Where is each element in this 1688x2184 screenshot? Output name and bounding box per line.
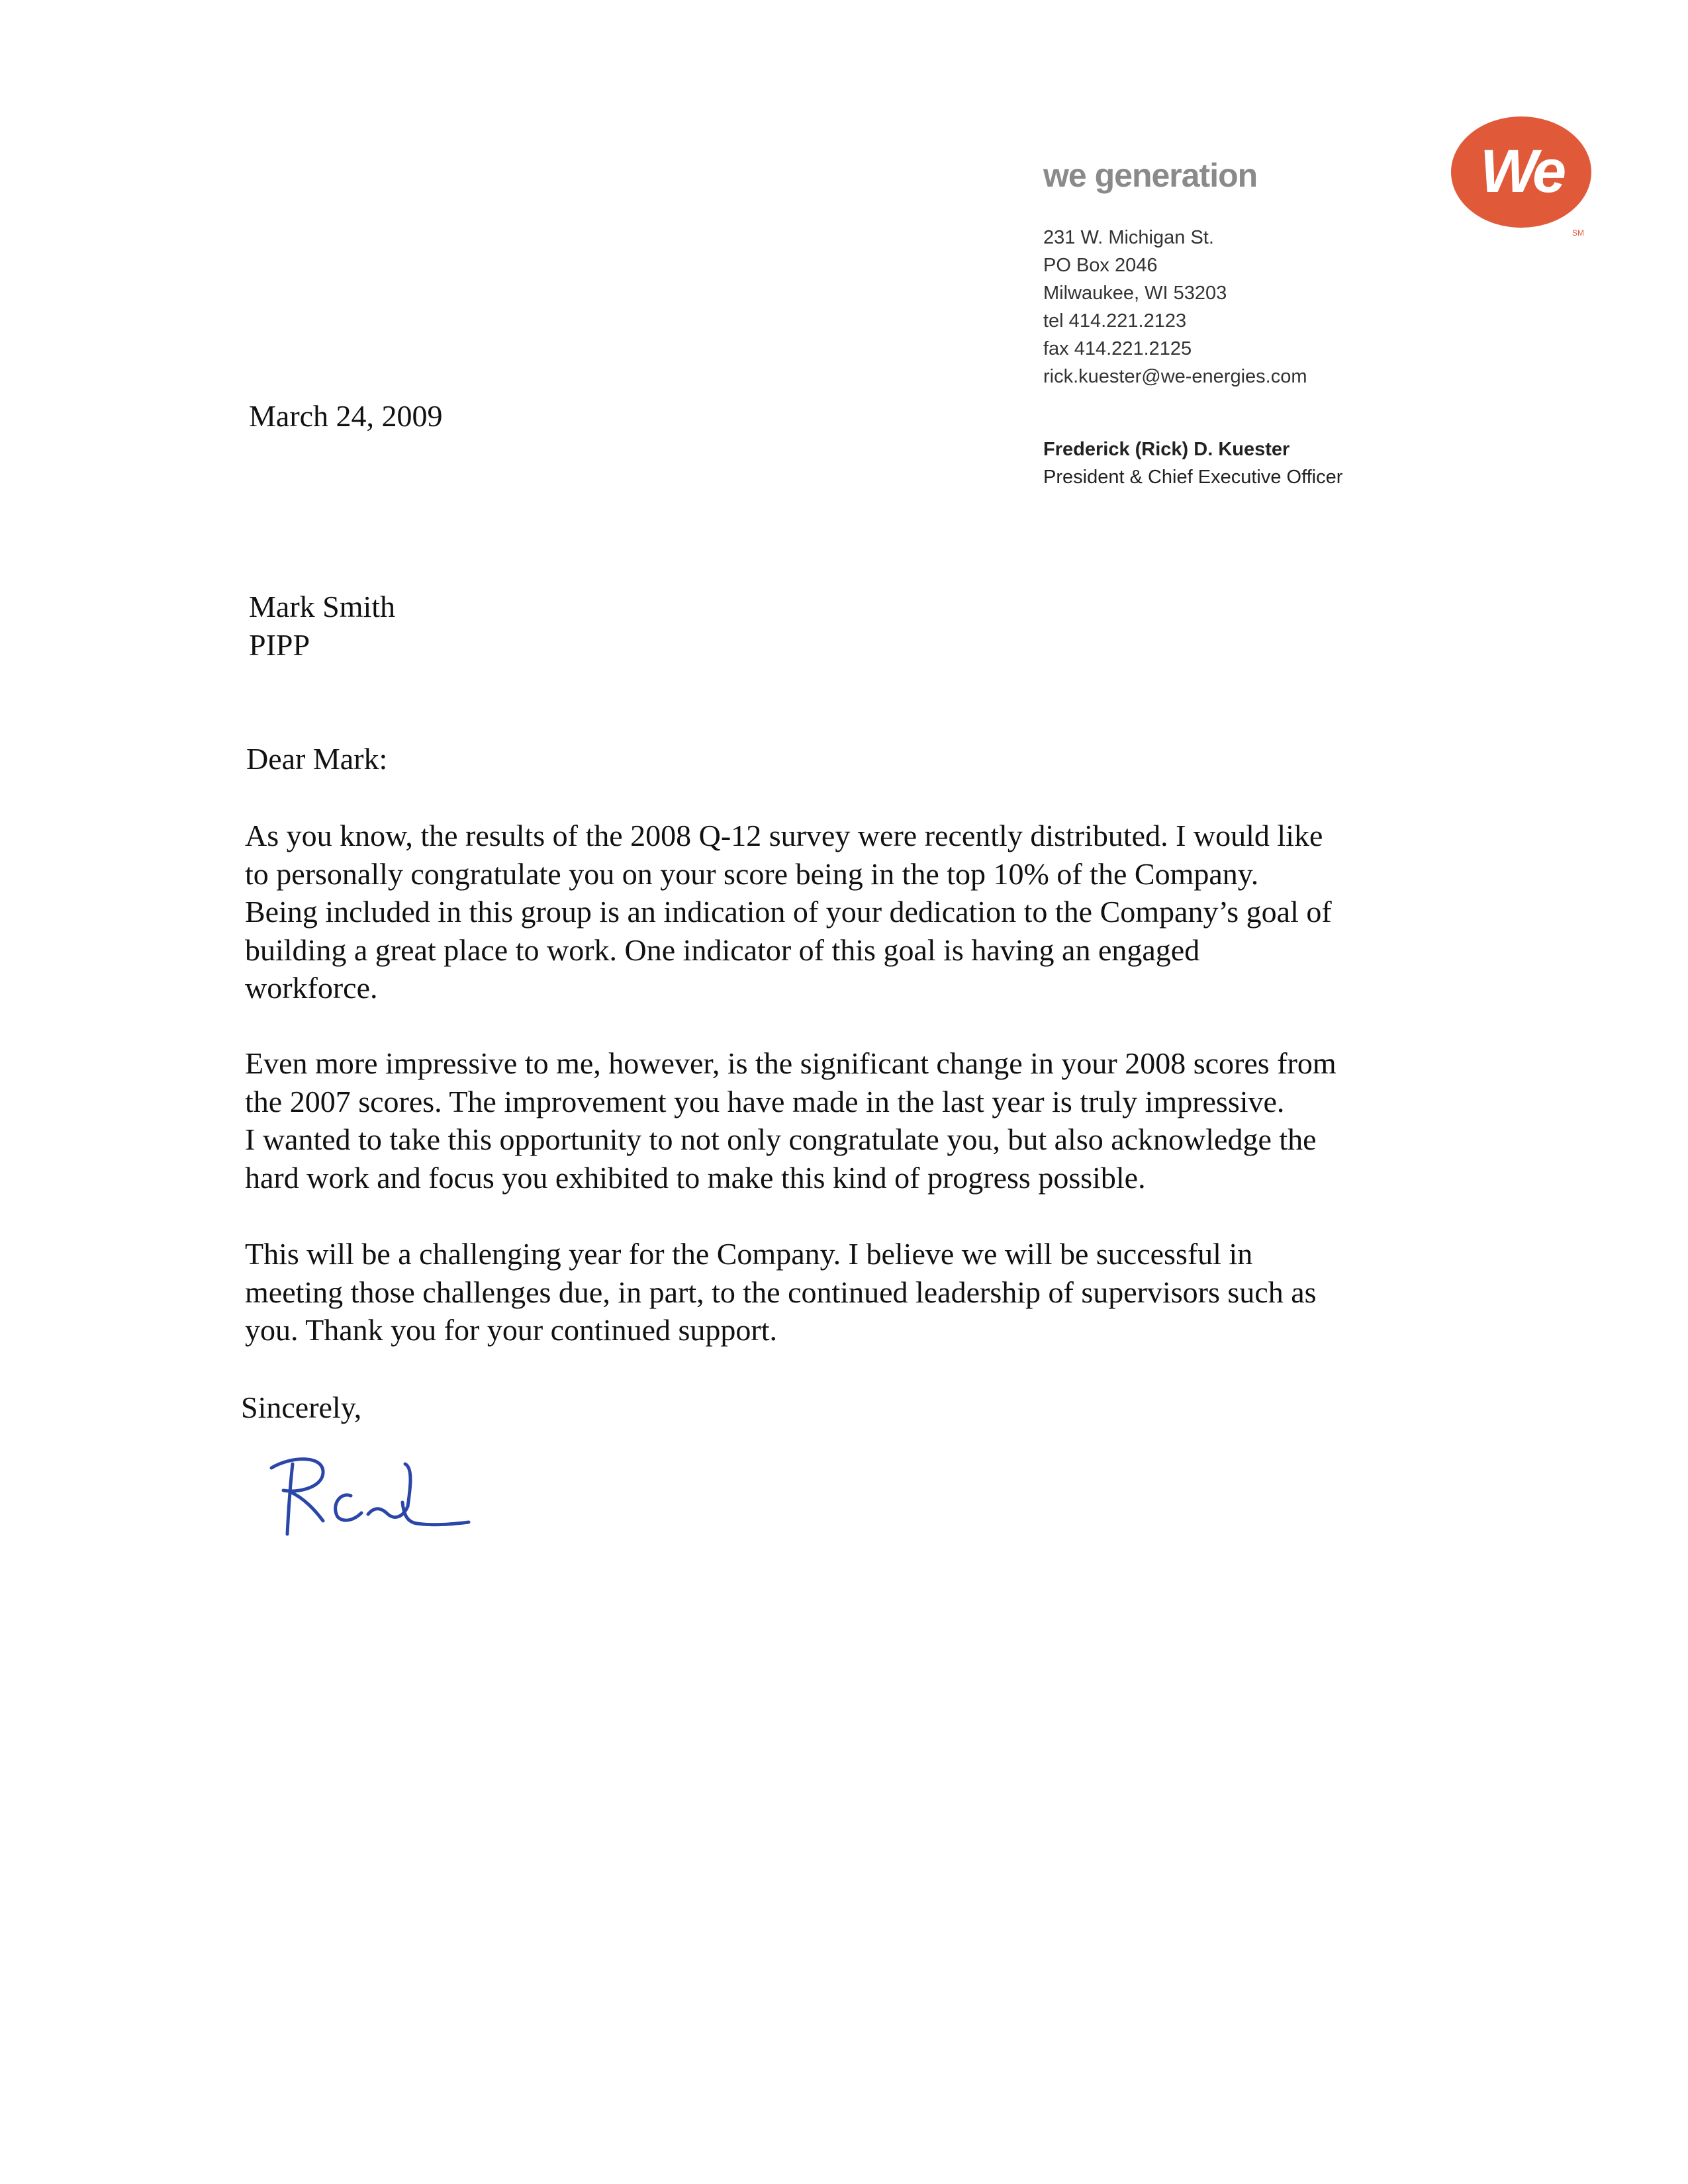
sender-name: Frederick (Rick) D. Kuester — [1043, 439, 1290, 460]
svg-text:SM: SM — [1572, 228, 1584, 238]
address-street: 231 W. Michigan St. — [1043, 227, 1214, 248]
address-email: rick.kuester@we-energies.com — [1043, 366, 1307, 387]
svg-text:We: We — [1479, 138, 1563, 205]
recipient-name: Mark Smith — [249, 590, 396, 623]
paragraph-line: workforce. — [245, 971, 378, 1005]
body-paragraph-2 — [245, 1044, 1336, 1197]
paragraph-line: I wanted to take this opportunity to not only congratulate you, but also acknowledge the — [245, 1122, 1317, 1156]
paragraph-line: Even more impressive to me, however, is the significant change in your 2008 scores from — [245, 1046, 1336, 1080]
paragraph-line: to personally congratulate you on your score being in the top 10% of the Company. — [245, 856, 1259, 891]
address-fax: fax 414.221.2125 — [1043, 338, 1192, 359]
address-city: Milwaukee, WI 53203 — [1043, 283, 1227, 304]
paragraph-line: hard work and focus you exhibited to make this kind of progress possible. — [245, 1160, 1146, 1195]
signature-icon — [252, 1441, 477, 1541]
paragraph-line: This will be a challenging year for the Company. I believe we will be successful in — [245, 1237, 1253, 1271]
paragraph-line: you. Thank you for your continued support. — [245, 1313, 778, 1347]
body-paragraph-3 — [245, 1235, 1317, 1349]
address-tel: tel 414.221.2123 — [1043, 310, 1187, 332]
paragraph-line: building a great place to work. One indicator of this goal is having an engaged — [245, 933, 1200, 967]
paragraph-line: Being included in this group is an indication of your dedication to the Company’s goal of — [245, 895, 1332, 929]
sender-block — [1043, 435, 1342, 491]
body-paragraph-1 — [245, 817, 1332, 1007]
closing: Sincerely, — [241, 1390, 362, 1424]
paragraph-line: As you know, the results of the 2008 Q-12 survey were recently distributed. I would like — [245, 819, 1323, 852]
sender-address — [1043, 224, 1307, 390]
brand-wordmark: we generation — [1043, 157, 1258, 194]
salutation: Dear Mark: — [246, 742, 388, 776]
letter-date: March 24, 2009 — [249, 399, 443, 433]
paragraph-line: the 2007 scores. The improvement you have made in the last year is truly impressive. — [245, 1084, 1285, 1118]
sender-title: President & Chief Executive Officer — [1043, 467, 1343, 488]
we-energies-logo-icon — [1447, 114, 1599, 240]
address-po-box: PO Box 2046 — [1043, 255, 1158, 276]
recipient-dept: PIPP — [249, 628, 310, 662]
recipient-block — [249, 588, 395, 664]
paragraph-line: meeting those challenges due, in part, to the continued leadership of supervisors such as — [245, 1275, 1317, 1309]
